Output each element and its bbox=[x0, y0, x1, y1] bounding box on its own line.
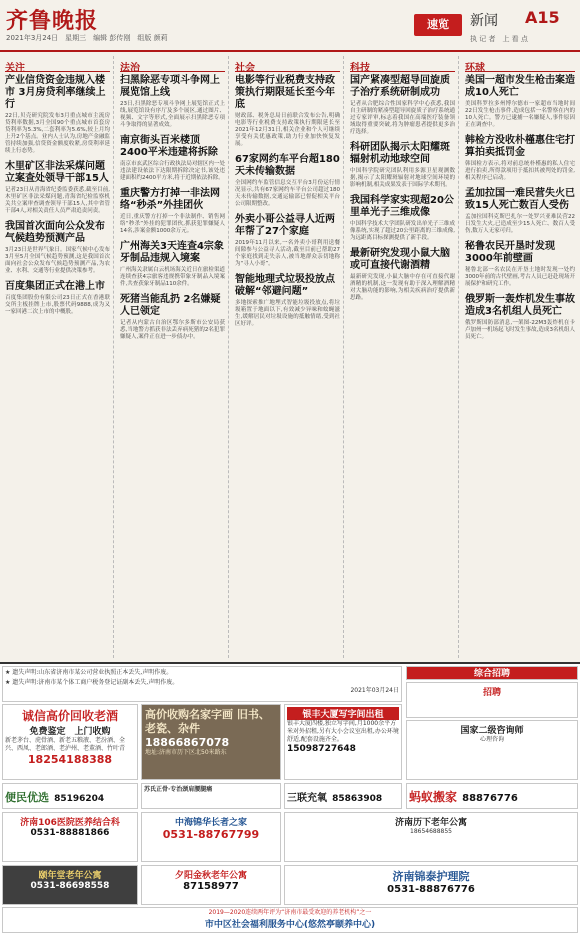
article-body: 多地探索推广地埋式智能垃圾投放点,将垃圾箱置于地面以下,有效减少异味和蚊蝇滋生,缓解居民对垃圾设施的抵触情绪,受到社区好评。 bbox=[235, 300, 340, 327]
rental-phone[interactable]: 15098727648 bbox=[287, 744, 356, 754]
column-header bbox=[120, 56, 225, 72]
jintai-title: 济南锦泰护理院 bbox=[392, 870, 470, 883]
rental-description: 银丰大厦四楼,独立写字间,月1000余平方米对外招租,另有大小会议室出租,办公环境舒适,配套设施齐全。 bbox=[287, 720, 399, 743]
column-tag: 科技 bbox=[350, 63, 370, 74]
article-body: 韩国检方表示,将对前总统朴槿惠的私人住宅进行拍卖,所得款项用于抵扣其被判处的罚金,相关程序已启动。 bbox=[465, 161, 575, 181]
article-body: 广州海关隶属白云机场海关近日在旅检渠道连续查获4宗旅客违规携带象牙制品入境案件,共查获象牙制品110余件。 bbox=[120, 267, 225, 287]
yinian-apartment-ad[interactable] bbox=[2, 865, 138, 905]
oxygen-ad[interactable] bbox=[284, 783, 402, 809]
article-headline[interactable]: 电影等行业税费支持政策执行期限延长至今年底 bbox=[235, 75, 335, 110]
care-home-ad[interactable] bbox=[141, 812, 281, 862]
article[interactable] bbox=[235, 75, 340, 148]
wine-recycle-ad[interactable] bbox=[2, 704, 138, 780]
article-headline[interactable]: 最新研究发现小鼠大脑或可直接代谢酒精 bbox=[350, 248, 450, 271]
column-guanzhu bbox=[2, 56, 114, 658]
article[interactable] bbox=[120, 188, 225, 235]
section-tab-su[interactable]: 速览 bbox=[414, 14, 462, 36]
article-headline[interactable]: 百度集团正式在港上市 bbox=[5, 281, 105, 292]
article-body: 最新研究发现,小鼠大脑中存在可直接代谢酒精的机制,这一发现有助于深入理解酒精对大脑功能的影响,为相关疾病治疗提供新思路。 bbox=[350, 274, 455, 301]
article-body: 南京市玄武区综合行政执法局对辖区内一处违法建设依法下达限期拆除决定书,该处违建面积约2400平方米,将于近期依法拆除。 bbox=[120, 161, 225, 181]
article-headline[interactable]: 我国首次面向公众发布气候趋势预测产品 bbox=[5, 221, 105, 244]
article[interactable] bbox=[5, 161, 110, 215]
article-body: 记者23日从青海省纪委监委获悉,截至目前,木里矿区非法采煤问题,青海省纪检监察机关共立案审查调查领导干部15人,其中省管干部4人,对相关责任人员严肃追责问责。 bbox=[5, 187, 110, 214]
article-headline[interactable]: 外卖小哥公益寻人近两年帮了27个家庭 bbox=[235, 214, 335, 237]
jintai-phone[interactable]: 0531-88876776 bbox=[387, 884, 475, 895]
column-header bbox=[465, 56, 575, 72]
welfare-center-ad[interactable] bbox=[2, 907, 578, 933]
article-headline[interactable]: 秘鲁农民开垦时发现3000年前壁画 bbox=[465, 241, 555, 264]
article[interactable] bbox=[5, 281, 110, 316]
section-name: 新闻 bbox=[470, 13, 498, 29]
antique-ad[interactable] bbox=[141, 704, 281, 780]
article-body: 近日,重庆警方打掉一个非法制作、销售网络“秒杀”外挂的犯罪团伙,抓获犯罪嫌疑人14名,涉案金额1000余万元。 bbox=[120, 214, 225, 234]
column-fazhi bbox=[117, 56, 229, 658]
editors-line: 执 记 者 上 看 点 bbox=[470, 35, 528, 43]
counselor-ad[interactable] bbox=[406, 720, 578, 780]
yinian-title: 颐年堂老年公寓 bbox=[38, 871, 102, 881]
column-tag: 社会 bbox=[235, 63, 255, 74]
article-body: 22日,贝壳研究院发布3月重点城市主流房贷利率数据,3月全国90个重点城市首套房贷利率为5.3%,二套利率为5.6%,较上月均上升2个基点。业内人士认为,房地产金融监管持续加强,信贷资金额度收紧,房贷利率延续上行态势。 bbox=[5, 113, 110, 154]
convenience-ad[interactable] bbox=[2, 783, 138, 809]
article[interactable] bbox=[465, 135, 575, 182]
article-headline[interactable]: 南京街头百米楼顶2400平米违建将拆除 bbox=[120, 135, 218, 158]
article[interactable] bbox=[120, 75, 225, 129]
article[interactable] bbox=[5, 75, 110, 155]
column-huanqiu bbox=[462, 56, 578, 658]
lost-notices bbox=[2, 666, 402, 702]
antique-phone[interactable]: 18866867078 bbox=[145, 736, 230, 749]
xiyang-phone[interactable]: 87158977 bbox=[183, 881, 239, 892]
recruit-ad[interactable] bbox=[406, 682, 578, 718]
care-home-title: 中海锦华长者之家 bbox=[174, 818, 247, 828]
column-header bbox=[235, 56, 340, 72]
article-body: 财政部、税务总局日前联合发布公告,明确电影等行业税费支持政策执行期限延长至2021年12月31日,相关企业和个人可继续享受有关优惠政策,助力行业加快恢复发展。 bbox=[235, 113, 340, 147]
article-headline[interactable]: 产业信贷资金违规入楼市 3月房贷利率继续上行 bbox=[5, 75, 106, 110]
column-header bbox=[350, 56, 455, 72]
article-body: 中国科学院研究团队利用多源卫星观测数据,揭示了太阳耀斑辐射对地球空间环境的影响机制,相关成果发表于国际学术期刊。 bbox=[350, 168, 455, 188]
recruit-strip: 综合招聘 bbox=[406, 666, 578, 680]
article-headline[interactable]: 67家网约车平台超180天未传输数据 bbox=[235, 154, 340, 177]
wine-phone[interactable]: 18254188388 bbox=[27, 753, 113, 766]
convenience-phone[interactable]: 85196204 bbox=[54, 794, 105, 804]
lixia-apartment-ad[interactable] bbox=[284, 812, 578, 862]
moving-phone[interactable]: 88876776 bbox=[462, 793, 518, 804]
wine-sub: 免费鉴定 上门收购 bbox=[29, 727, 111, 737]
article-body: 记者从合肥综合性国家科学中心获悉,我国自主研制的紧凑型超导回旋质子治疗系统通过专家评审,标志着我国在高端医疗装备领域取得重要突破,将为肿瘤患者提供更多治疗选择。 bbox=[350, 101, 455, 135]
article-body: 全国网约车监管信息交互平台3月份运行情况显示,共有67家网约车平台公司超过180天未传输数据,交通运输部已督促相关平台公司限期整改。 bbox=[235, 180, 340, 207]
newspaper-logo: 齐鲁晚报 bbox=[6, 8, 99, 34]
convenience-title: 便民优选 bbox=[5, 791, 49, 804]
article[interactable] bbox=[465, 241, 575, 288]
notice-date: 2021年03月24日 bbox=[350, 687, 399, 694]
article-headline[interactable]: 扫黑除恶专项斗争网上展览馆上线 bbox=[120, 75, 220, 98]
moving-ad[interactable] bbox=[406, 783, 578, 809]
article-headline[interactable]: 美国一超市发生枪击案造成10人死亡 bbox=[465, 75, 575, 98]
article-headline[interactable]: 孟加拉国一难民营失火已致15人死亡数百人受伤 bbox=[465, 188, 575, 211]
article[interactable] bbox=[350, 75, 455, 136]
column-header bbox=[5, 56, 110, 72]
article-headline[interactable]: 俄罗斯一轰炸机发生事故造成3名机组人员死亡 bbox=[465, 294, 575, 317]
article[interactable] bbox=[465, 75, 575, 129]
notice-line: ★ 遗失声明:济南市某个体工商户税务登记证副本丢失,声明作废。 bbox=[5, 679, 179, 686]
welfare-award: 2019—2020连续两年评为“济南市最受欢迎的养老机构”之一 bbox=[208, 909, 372, 916]
article-body: 3月23日是世界气象日。国家气候中心发布3月至5月全国气候趋势预测,这是我国首次面向社会公众发布气候趋势预测产品,为农业、水利、交通等行业提供决策参考。 bbox=[5, 247, 110, 274]
article[interactable] bbox=[465, 294, 575, 341]
article-body: 美国科罗拉多州博尔德市一家超市当地时间22日发生枪击事件,造成包括一名警察在内的10人死亡。警方已逮捕一名嫌疑人,事件原因正在调查中。 bbox=[465, 101, 575, 128]
article-body: 记者从内蒙古自治区鄂尔多斯市公安局获悉,当地警方抓获非法丢弃病死猪的2名犯罪嫌疑人,案件正在进一步侦办中。 bbox=[120, 320, 225, 340]
article-headline[interactable]: 死猪当能乱扔 2名嫌疑人已领定 bbox=[120, 294, 221, 317]
article[interactable] bbox=[120, 135, 225, 182]
bone-setting-ad[interactable] bbox=[141, 783, 281, 809]
article[interactable] bbox=[235, 154, 340, 208]
column-tag: 法治 bbox=[120, 63, 140, 74]
wine-items: 新老茅台、虎骨酒、新老五粮液、老汾酒、全兴、西凤、老郎酒、老泸州、老董酒、竹叶青 bbox=[5, 737, 126, 752]
article[interactable] bbox=[235, 214, 340, 268]
antique-address: 地址:济南市历下区北50米路东 bbox=[145, 749, 227, 756]
hospital-title: 济南106医院医养结合科 bbox=[20, 818, 120, 828]
article-headline[interactable]: 木里矿区非法采煤问题立案查处领导干部15人 bbox=[5, 161, 109, 184]
article[interactable] bbox=[120, 294, 225, 341]
counselor-sub: 心理咨询 bbox=[479, 736, 504, 743]
article-headline[interactable]: 国产紧凑型超导回旋质子治疗系统研制成功 bbox=[350, 75, 450, 98]
classified-ads-section bbox=[0, 662, 580, 933]
article-headline[interactable]: 重庆警方打掉一非法网络“秒杀”外挂团伙 bbox=[120, 188, 220, 211]
oxygen-phone[interactable]: 85863908 bbox=[332, 794, 383, 804]
wine-title: 诚信高价回收老酒 bbox=[21, 709, 118, 723]
antique-title: 高价收购名家字画 旧书、老瓷、杂件 bbox=[145, 708, 270, 735]
article-headline[interactable]: 科研团队揭示太阳耀斑辐射机动地球空间 bbox=[350, 142, 450, 165]
welfare-title: 市中区社会福利服务中心(悠然亭颐养中心) bbox=[204, 920, 376, 930]
article[interactable] bbox=[235, 274, 340, 328]
moving-title: 蚂蚁搬家 bbox=[409, 790, 458, 804]
article-body: 孟加拉国科克斯巴扎尔一处罗兴亚难民营22日发生大火,已造成至少15人死亡、数百人受伤,数万人无家可归。 bbox=[465, 214, 575, 234]
yinian-phone[interactable]: 0531-86698558 bbox=[30, 881, 110, 891]
office-rental-ad[interactable] bbox=[284, 704, 402, 780]
article-body: 俄罗斯国防部消息,一架图-22M3轰炸机在卡卢加州一机场起飞时发生事故,造成3名机组人员死亡。 bbox=[465, 320, 575, 340]
rental-title: 银丰大厦写字间出租 bbox=[287, 707, 399, 720]
notice-line: ★ 遗失声明:山东省济南市某公司营业执照正本丢失,声明作废。 bbox=[5, 669, 173, 676]
page-number: A15 bbox=[525, 8, 560, 27]
article-headline[interactable]: 智能地理式垃圾投放点破解“邻避问题” bbox=[235, 274, 335, 297]
column-tag: 环球 bbox=[465, 63, 485, 74]
jintai-nursing-ad[interactable] bbox=[284, 865, 578, 905]
care-home-phone[interactable]: 0531-88767799 bbox=[162, 828, 260, 841]
counselor-title: 国家二级咨询师 bbox=[460, 726, 524, 736]
article-headline[interactable]: 广州海关3天连查4宗象牙制品违规入境案 bbox=[120, 241, 224, 264]
article[interactable] bbox=[120, 241, 225, 288]
article-body: 百度集团股份有限公司23日正式在香港联交所主板挂牌上市,股票代码9888,成为又一家回港二次上市的中概股。 bbox=[5, 295, 110, 315]
dateline: 2021年3月24日 星期三 编辑 彭传刚 组版 颜莉 bbox=[6, 34, 168, 42]
xiyang-title: 夕阳金秋老年公寓 bbox=[174, 871, 247, 881]
fundraise-phone[interactable]: 18654688855 bbox=[410, 828, 452, 835]
article-body: 中国科学技术大学团队研发出单光子三维成像系统,实现了超过20公里距离的三维成像,为远距离目标探测提供了新手段。 bbox=[350, 221, 455, 241]
article-headline[interactable]: 韩检方没收朴槿惠住宅打算拍卖抵罚金 bbox=[465, 135, 575, 158]
article[interactable] bbox=[5, 221, 110, 275]
article[interactable] bbox=[350, 248, 455, 302]
column-shehui bbox=[232, 56, 344, 658]
article[interactable] bbox=[350, 142, 455, 189]
xiyang-apartment-ad[interactable] bbox=[141, 865, 281, 905]
bone-setting-title: 苏氏正骨·专治颈肩腰腿痛 bbox=[144, 786, 213, 793]
article-body: 23日,扫黑除恶专项斗争网上展览馆正式上线,展览馆设有序厅及多个展区,通过图片、视频、文字等形式,全面展示扫黑除恶专项斗争取得的显著成效。 bbox=[120, 101, 225, 128]
hospital-phone[interactable]: 0531-88881866 bbox=[30, 828, 110, 838]
hospital-ad[interactable] bbox=[2, 812, 138, 862]
column-keji bbox=[347, 56, 459, 658]
article-body: 2019年11月以来,一名外卖小哥利用送餐间隙参与公益寻人活动,截至目前已帮助27个家庭找到走失亲人,被当地群众亲切地称为“寻人小哥”。 bbox=[235, 240, 340, 267]
article-headline[interactable]: 我国科学家实现超20公里单光子三维成像 bbox=[350, 195, 454, 218]
lixia-apartment-title: 济南历下老年公寓 bbox=[394, 818, 467, 828]
article[interactable] bbox=[465, 188, 575, 235]
column-tag: 关注 bbox=[5, 63, 25, 74]
masthead bbox=[0, 0, 580, 52]
article-body: 秘鲁北部一名农民在开垦土地时发现一处约3000年前的古代壁画,考古人员已赶赴现场开展保护和研究工作。 bbox=[465, 267, 575, 287]
recruit-title: 招聘 bbox=[482, 688, 501, 698]
article[interactable] bbox=[350, 195, 455, 242]
oxygen-title: 三联充氧 bbox=[287, 793, 327, 804]
